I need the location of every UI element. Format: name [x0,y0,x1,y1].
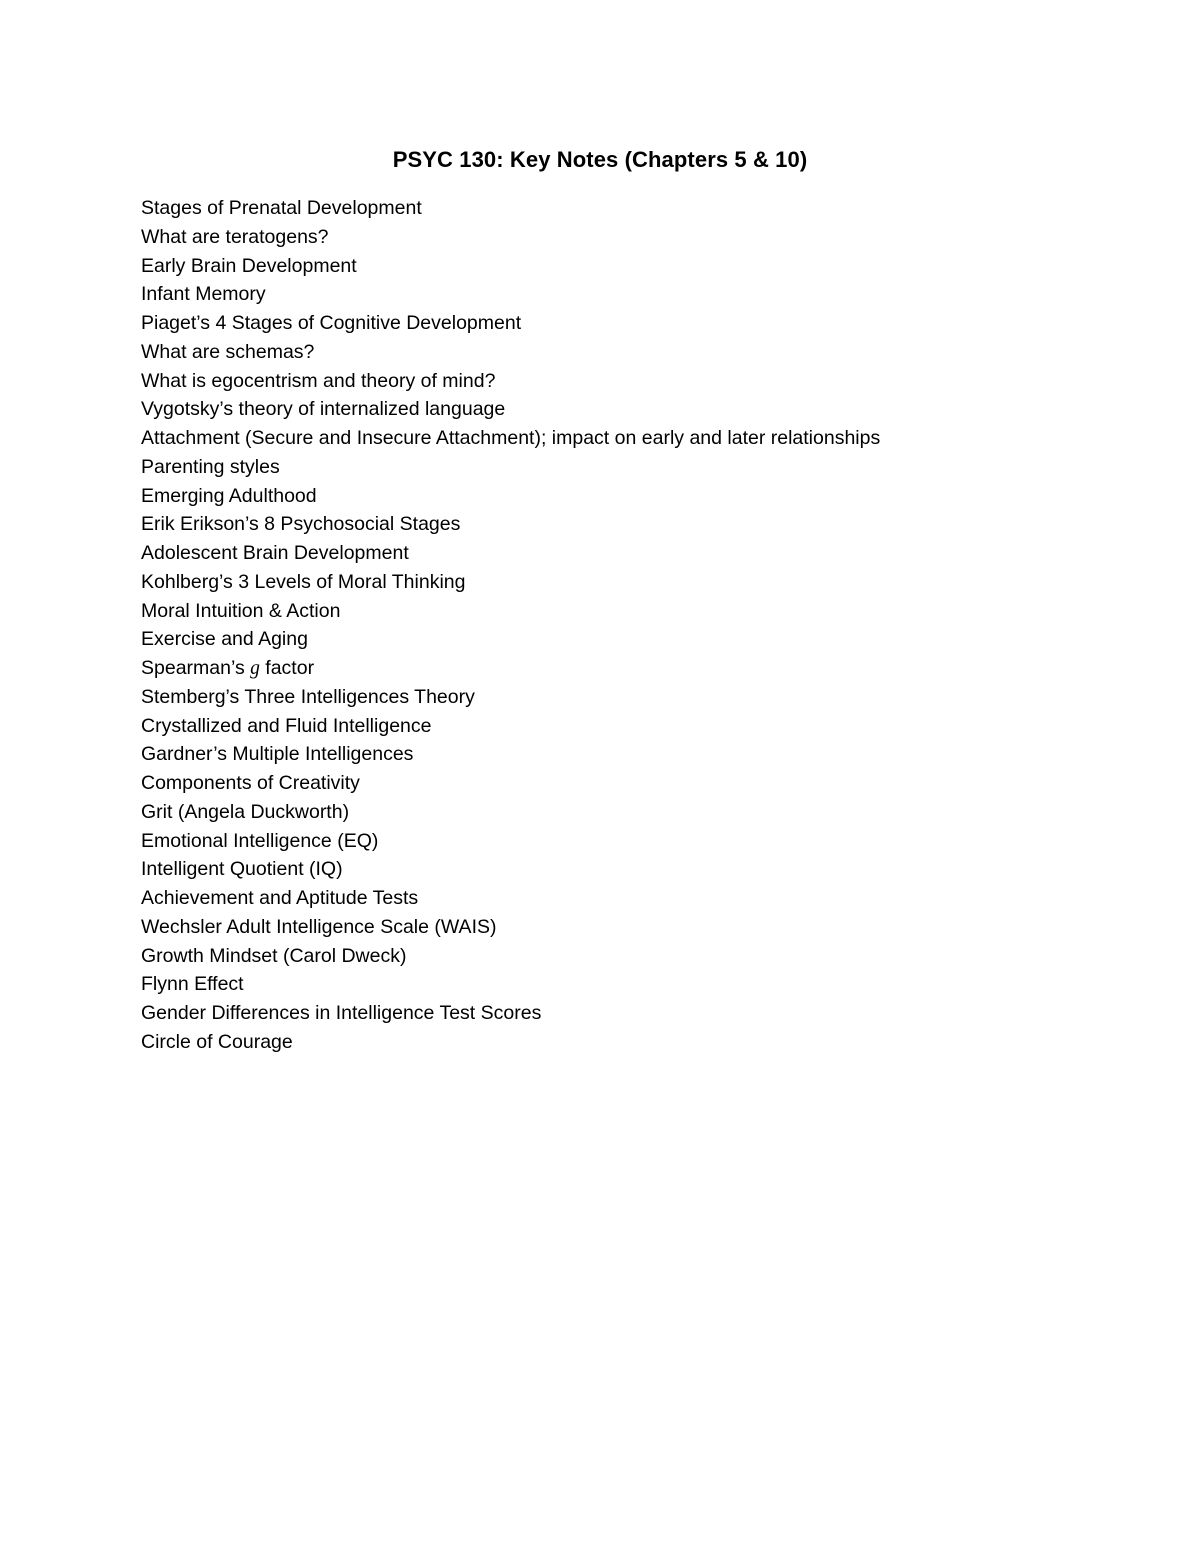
topic-item: Infant Memory [141,283,266,306]
topic-item: Wechsler Adult Intelligence Scale (WAIS) [141,915,497,938]
topic-item: Components of Creativity [141,772,360,794]
topic-item: Gardner’s Multiple Intelligences [141,743,414,766]
topic-text-before: Spearman’s [141,657,251,679]
topic-list [141,194,880,1057]
topic-item: Moral Intuition & Action [141,599,341,622]
topic-text-after: factor [259,657,315,679]
topic-item: Attachment (Secure and Insecure Attachment); impact on early and later relationships [141,427,881,449]
topic-item: Emotional Intelligence (EQ) [141,829,379,852]
topic-item: Adolescent Brain Development [141,542,409,564]
topic-item: What is egocentrism and theory of mind? [141,369,496,392]
topic-item: Crystallized and Fluid Intelligence [141,714,432,737]
topic-item: Achievement and Aptitude Tests [141,887,419,909]
topic-item: Emerging Adulthood [141,484,317,507]
topic-item: Gender Differences in Intelligence Test Scores [141,1002,542,1024]
topic-item: Parenting styles [141,455,280,478]
topic-item: Intelligent Quotient (IQ) [141,858,343,881]
topic-item: Piaget’s 4 Stages of Cognitive Development [141,312,522,334]
topic-item: Vygotsky’s theory of internalized language [141,398,506,421]
topic-item: What are teratogens? [141,225,329,248]
document-title: PSYC 130: Key Notes (Chapters 5 & 10) [392,147,808,172]
topic-item: Flynn Effect [141,973,244,996]
topic-item: Early Brain Development [141,254,357,277]
topic-item: What are schemas? [141,340,315,363]
topic-item: Kohlberg’s 3 Levels of Moral Thinking [141,570,466,593]
topic-item: Erik Erikson’s 8 Psychosocial Stages [141,513,461,536]
topic-item: Growth Mindset (Carol Dweck) [141,944,407,967]
g-factor-symbol: g [250,658,260,679]
topic-item-spearman [141,654,880,683]
topic-item: Grit (Angela Duckworth) [141,800,350,823]
topic-item: Stages of Prenatal Development [141,197,422,219]
topic-item: Exercise and Aging [141,628,308,651]
topic-item: Stemberg’s Three Intelligences Theory [141,685,475,708]
topic-item: Circle of Courage [141,1030,293,1053]
